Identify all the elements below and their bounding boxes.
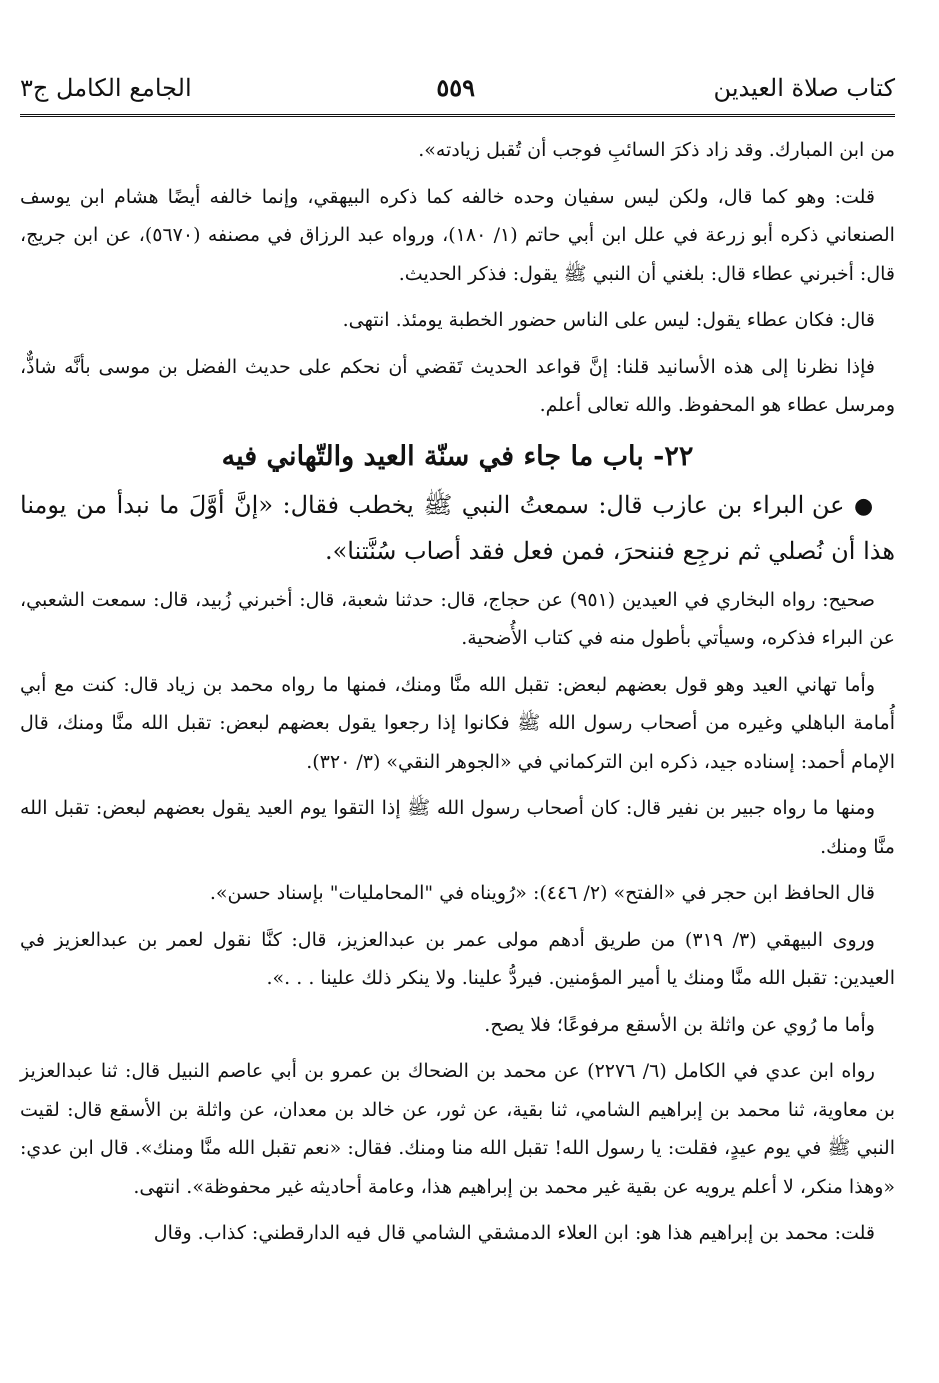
paragraph-4: فإذا نظرنا إلى هذه الأسانيد قلنا: إنَّ قواعد الحديث تَقضي أن نحكم على حديث الفضل بن موسى بأنَّه شاذٌّ، ومرسل عطاء هو المحفوظ. والله تعالى أعلم. — [20, 355, 895, 416]
book-page — [20, 60, 895, 1253]
paragraph-6: وأما تهاني العيد وهو قول بعضهم لبعض: تقبل الله منَّا ومنك، فمنها ما رواه محمد بن زياد قال: كنت مع أبي أُمامة الباهلي وغيره من أصحاب رسول الله ﷺ فكانوا إذا رجعوا يقول بعضهم لبعض: تقبل الله منَّا ومنك، قال الإمام أحمد: إسناده جيد، ذكره ابن التركماني في «الجوهر النقي» (٣/ ٣٢٠). — [20, 673, 895, 773]
paragraph-12: قلت: محمد بن إبراهيم هذا هو: ابن العلاء الدمشقي الشامي قال فيه الدارقطني: كذاب. وقال — [153, 1222, 875, 1244]
paragraph-9: وروى البيهقي (٣/ ٣١٩) من طريق أدهم مولى عمر بن عبدالعزيز، قال: كنَّا نقول لعمر بن عبدالعزيز في العيدين: تقبل الله منَّا ومنك يا أمير المؤمنين. فيردُّ علينا. ولا ينكر ذلك علينا . . .». — [20, 928, 895, 989]
paragraph-3: قال: فكان عطاء يقول: ليس على الناس حضور الخطبة يومئذ. انتهى. — [342, 309, 875, 331]
hadith-text — [20, 483, 895, 573]
page-body — [20, 117, 895, 1253]
paragraph-8: قال الحافظ ابن حجر في «الفتح» (٢/ ٤٤٦): «رُويناه في "المحامليات" بإسناد حسن». — [209, 882, 875, 904]
chapter-title: ٢٢- باب ما جاء في سنّة العيد والتّهاني فيه — [221, 440, 694, 472]
hadith-body: عن البراء بن عازب قال: سمعتُ النبي ﷺ يخطب فقال: «إنَّ أوَّلَ ما نبدأ من يومنا هذا أن نُصلي ثم نرجِع فننحرَ، فمن فعل فقد أصاب سُنَّتنا». — [20, 490, 895, 565]
paragraph-11: رواه ابن عدي في الكامل (٦/ ٢٢٧٦) عن محمد بن الضحاك بن عمرو بن أبي عاصم النبيل قال: ثنا عبدالعزيز بن معاوية، ثنا محمد بن إبراهيم الشامي، ثنا بقية، عن ثور، عن خالد بن معدان، عن واثلة بن الأسقع قال: لقيت النبي ﷺ في يوم عيدٍ، فقلت: يا رسول الله! تقبل الله منا ومنك. فقال: «نعم تقبل الله منَّا ومنك». قال ابن عدي: «وهذا منكر، لا أعلم يرويه عن بقية غير محمد بن إبراهيم هذا، وعامة أحاديثه غير محفوظة». انتهى. — [20, 1060, 895, 1198]
page-number: ٥٥٩ — [436, 73, 475, 102]
paragraph-7: ومنها ما رواه جبير بن نفير قال: كان أصحاب رسول الله ﷺ إذا التقوا يوم العيد يقول بعضهم لبعض: تقبل الله منَّا ومنك. — [20, 797, 895, 858]
paragraph-10: وأما ما رُوي عن واثلة بن الأسقع مرفوعًا؛ فلا يصح. — [484, 1013, 875, 1036]
page-header — [20, 60, 895, 117]
bullet-icon: ● — [853, 493, 875, 519]
paragraph-1: من ابن المبارك. وقد زاد ذكرَ السائبِ فوجب أن تُقبل زيادته». — [418, 139, 895, 161]
running-head-book-title: كتاب صلاة العيدين — [713, 74, 895, 102]
paragraph-2: قلت: وهو كما قال، ولكن ليس سفيان وحده خالفه كما ذكره البيهقي، وإنما خالفه أيضًا هشام ابن يوسف الصنعاني ذكره أبو زرعة في علل ابن أبي حاتم (١/ ١٨٠)، ورواه عبد الرزاق في مصنفه (٥٦٧٠)، عن ابن جريج، قال: أخبرني عطاء قال: بلغني أن النبي ﷺ يقول: فذكر الحديث. — [20, 185, 895, 285]
paragraph-5: صحيح: رواه البخاري في العيدين (٩٥١) عن حجاج، قال: حدثنا شعبة، قال: أخبرني زُبيد، قال: سمعت الشعبي، عن البراء فذكره، وسيأتي بأطول منه في كتاب الأُضحية. — [20, 588, 895, 649]
running-head-volume: الجامع الكامل ج٣ — [20, 74, 192, 102]
